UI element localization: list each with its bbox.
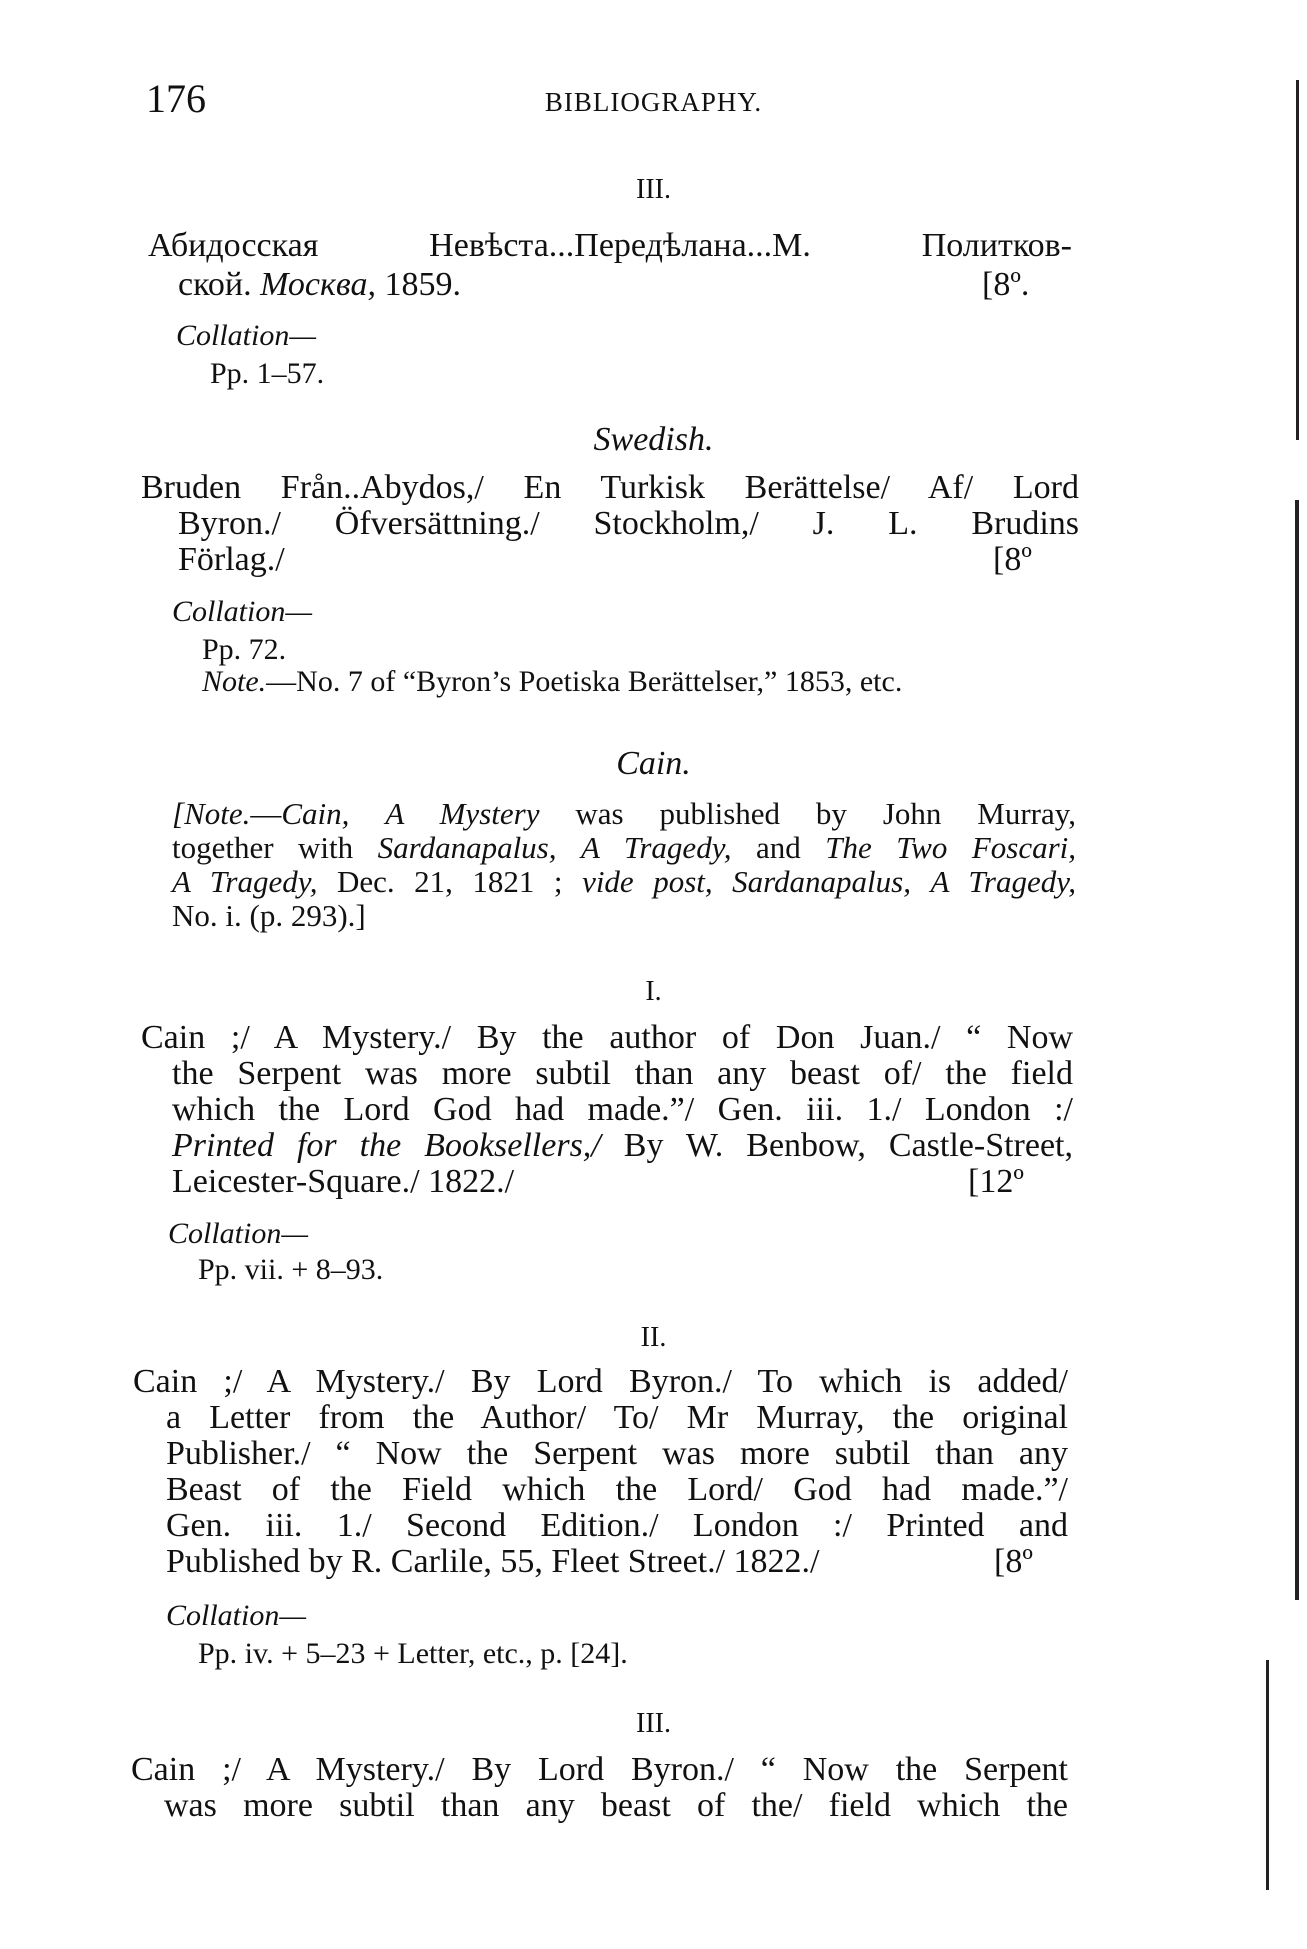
note-text: —No. 7 of “Byron’s Poetiska Berättelser,” 1853, etc. xyxy=(266,665,903,698)
entry-2-line-1: Cain ;/ A Mystery./ By Lord Byron./ To which is added/ xyxy=(133,1363,1068,1400)
title-tragedy: A Tragedy, xyxy=(580,830,732,865)
section-heading-cain: Cain. xyxy=(616,745,691,782)
collation-pages: Pp. iv. + 5–23 + Letter, etc., p. [24]. xyxy=(198,1637,628,1670)
format-size: [8º xyxy=(993,541,1032,578)
collation-pages: Pp. 1–57. xyxy=(210,357,325,390)
page-edge xyxy=(1266,1660,1269,1890)
swedish-entry-line-1: Bruden Från..Abydos,/ En Turkisk Berättelse/ Af/ Lord xyxy=(141,469,1079,506)
collation-label: Collation— xyxy=(166,1599,307,1632)
entry-3-line-1: Cain ;/ A Mystery./ By Lord Byron./ “ Now the Serpent xyxy=(131,1751,1068,1788)
section-number: III. xyxy=(636,1708,671,1739)
entry-1-line-3: which the Lord God had made.”/ Gen. iii. 1./ London :/ xyxy=(172,1091,1073,1128)
section-number: III. xyxy=(636,174,671,205)
collation-pages: Pp. 72. xyxy=(202,633,287,666)
vide-post: vide post, xyxy=(582,864,713,899)
russian-year: 1859. xyxy=(384,266,461,303)
entry-1-line-2: the Serpent was more subtil than any beast of/ the field xyxy=(172,1055,1073,1092)
cain-note-line-1 xyxy=(172,796,1076,832)
note-text: was published by John Murray, xyxy=(575,796,1077,831)
russian-text: ской. xyxy=(178,266,252,303)
title-sardanapalus: Sardanapalus, xyxy=(732,864,911,899)
cain-note-line-2 xyxy=(172,830,1076,866)
entry-2-line-4: Beast of the Field which the Lord/ God had made.”/ xyxy=(166,1471,1068,1508)
format-size: [8º xyxy=(994,1543,1033,1580)
entry-3-line-2: was more subtil than any beast of the/ field which the xyxy=(164,1787,1068,1824)
collation-label: Collation— xyxy=(172,595,313,628)
entry-2-line-3: Publisher./ “ Now the Serpent was more subtil than any xyxy=(166,1435,1068,1472)
cain-note-line-3 xyxy=(172,864,1076,900)
swedish-entry-line-2: Byron./ Öfversättning./ Stockholm,/ J. L. Brudins xyxy=(178,505,1079,542)
swedish-entry-line-3: Förlag./ xyxy=(178,541,285,578)
swedish-note xyxy=(202,664,902,700)
title-mystery: A Mystery xyxy=(385,796,540,831)
title-tragedy: A Tragedy, xyxy=(172,864,318,899)
section-number: II. xyxy=(640,1322,667,1353)
page-number: 176 xyxy=(146,76,206,121)
russian-entry-line-2 xyxy=(178,267,461,303)
note-text: and xyxy=(755,830,801,865)
imprint-text: By W. Benbow, Castle-Street, xyxy=(623,1127,1074,1164)
running-title: BIBLIOGRAPHY. xyxy=(544,87,763,117)
note-label: Note. xyxy=(202,665,267,698)
page-edge xyxy=(1295,500,1299,1600)
entry-2-line-5: Gen. iii. 1./ Second Edition./ London :/ Printed and xyxy=(166,1507,1068,1544)
entry-1-line-1: Cain ;/ A Mystery./ By the author of Don Juan./ “ Now xyxy=(141,1019,1073,1056)
cain-note-line-4: No. i. (p. 293).] xyxy=(172,898,366,933)
title-foscari: The Two Foscari, xyxy=(825,830,1077,865)
entry-2-line-6: Published by R. Carlile, 55, Fleet Street./ 1822./ xyxy=(166,1543,820,1580)
russian-city: Москва, xyxy=(260,266,376,303)
imprint-italic: Printed for the Booksellers,/ xyxy=(172,1127,601,1164)
section-number: I. xyxy=(645,976,662,1007)
title-cain: Cain, xyxy=(281,796,350,831)
section-heading-swedish: Swedish. xyxy=(593,421,714,458)
collation-label: Collation— xyxy=(168,1217,309,1250)
russian-entry-line-1: Абидосская Невѣста...Передѣлана...М. Политков- xyxy=(148,227,1072,264)
format-size: [12º xyxy=(968,1163,1024,1200)
page-edge xyxy=(1296,80,1299,440)
entry-1-line-4 xyxy=(172,1128,1073,1164)
note-text: together with xyxy=(172,830,354,865)
entry-1-line-5: Leicester-Square./ 1822./ xyxy=(172,1163,515,1200)
dash: — xyxy=(250,796,282,831)
collation-label: Collation— xyxy=(176,319,317,352)
title-tragedy: A Tragedy, xyxy=(930,864,1076,899)
note-date: Dec. 21, 1821 ; xyxy=(337,864,563,899)
note-label: [Note. xyxy=(172,796,251,831)
collation-pages: Pp. vii. + 8–93. xyxy=(198,1253,384,1286)
format-size: [8º. xyxy=(982,266,1030,303)
entry-2-line-2: a Letter from the Author/ To/ Mr Murray, the original xyxy=(166,1399,1068,1436)
title-sardanapalus: Sardanapalus, xyxy=(377,830,557,865)
